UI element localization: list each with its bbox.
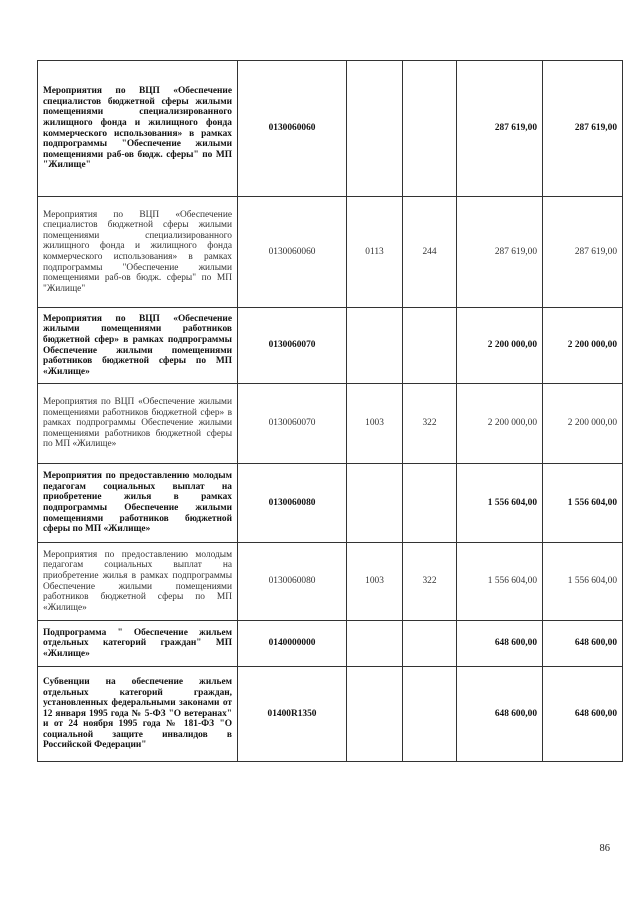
row-name-cell: Мероприятия по предоставлению молодым педагогам социальных выплат на приобретение жилья в рамках подпрограммы Обеспечение жилыми помещениями работников бюджетной сферы по МП «Жилище» (38, 543, 238, 621)
table-row (38, 621, 623, 667)
row-section-cell (347, 61, 403, 197)
row-sum-2-cell: 1 556 604,00 (543, 464, 623, 543)
row-name-cell: Субвенции на обеспечение жильем отдельных категорий граждан, установленных федеральными законами от 12 января 1995 года № 5-ФЗ "О ветеранах" и от 24 ноября 1995 года № 181-ФЗ "О социальной защите инвалидов в Российской Федерации" (38, 667, 238, 762)
row-section-cell (347, 464, 403, 543)
table-row (38, 384, 623, 464)
row-sum-2-cell: 2 200 000,00 (543, 384, 623, 464)
row-sum-2-cell: 1 556 604,00 (543, 543, 623, 621)
row-type-cell (403, 667, 457, 762)
row-type-cell: 322 (403, 543, 457, 621)
row-sum-2-cell: 648 600,00 (543, 621, 623, 667)
row-section-cell (347, 667, 403, 762)
row-sum-2-cell: 287 619,00 (543, 197, 623, 308)
table-row (38, 667, 623, 762)
row-name-cell: Подпрограмма " Обеспечение жильем отдельных категорий граждан" МП «Жилище» (38, 621, 238, 667)
row-code-cell: 0130060060 (238, 197, 347, 308)
row-sum-1-cell: 648 600,00 (457, 621, 543, 667)
row-sum-1-cell: 287 619,00 (457, 61, 543, 197)
row-name-cell: Мероприятия по предоставлению молодым педагогам социальных выплат на приобретение жилья в рамках подпрограммы Обеспечение жилыми помещениями работников бюджетной сферы по МП «Жилище» (38, 464, 238, 543)
row-name-cell: Мероприятия по ВЦП «Обеспечение жилыми помещениями работников бюджетной сфер» в рамках подпрограммы Обеспечение жилыми помещениями работников бюджетной сферы по МП «Жилище» (38, 308, 238, 384)
table-row (38, 61, 623, 197)
row-sum-1-cell: 1 556 604,00 (457, 464, 543, 543)
row-sum-2-cell: 2 200 000,00 (543, 308, 623, 384)
row-type-cell (403, 621, 457, 667)
page-content (37, 60, 622, 762)
row-type-cell: 244 (403, 197, 457, 308)
row-section-cell: 0113 (347, 197, 403, 308)
row-code-cell: 01400R1350 (238, 667, 347, 762)
table-row (38, 464, 623, 543)
table-row (38, 308, 623, 384)
row-section-cell (347, 621, 403, 667)
row-name-cell: Мероприятия по ВЦП «Обеспечение специалистов бюджетной сферы жилыми помещениями специализированного жилищного фонда и жилищного фонда коммерческого использования» в рамках подпрограммы "Обеспечение жилыми помещениями раб-ов бюдж. сферы" по МП "Жилище" (38, 197, 238, 308)
row-name-cell: Мероприятия по ВЦП «Обеспечение специалистов бюджетной сферы жилыми помещениями специализированного жилищного фонда и жилищного фонда коммерческого использования» в рамках подпрограммы "Обеспечение жилыми помещениями раб-ов бюдж. сферы" по МП "Жилище" (38, 61, 238, 197)
row-code-cell: 0140000000 (238, 621, 347, 667)
row-section-cell: 1003 (347, 384, 403, 464)
row-sum-1-cell: 648 600,00 (457, 667, 543, 762)
row-code-cell: 0130060070 (238, 308, 347, 384)
row-section-cell: 1003 (347, 543, 403, 621)
row-sum-2-cell: 287 619,00 (543, 61, 623, 197)
row-sum-1-cell: 2 200 000,00 (457, 384, 543, 464)
row-type-cell: 322 (403, 384, 457, 464)
row-sum-1-cell: 1 556 604,00 (457, 543, 543, 621)
table-row (38, 197, 623, 308)
row-code-cell: 0130060080 (238, 464, 347, 543)
table-row (38, 543, 623, 621)
row-code-cell: 0130060080 (238, 543, 347, 621)
row-type-cell (403, 308, 457, 384)
row-section-cell (347, 308, 403, 384)
row-sum-1-cell: 287 619,00 (457, 197, 543, 308)
row-sum-1-cell: 2 200 000,00 (457, 308, 543, 384)
row-sum-2-cell: 648 600,00 (543, 667, 623, 762)
row-name-cell: Мероприятия по ВЦП «Обеспечение жилыми помещениями работников бюджетной сфер» в рамках подпрограммы Обеспечение жилыми помещениями работников бюджетной сферы по МП «Жилище» (38, 384, 238, 464)
row-type-cell (403, 464, 457, 543)
row-code-cell: 0130060070 (238, 384, 347, 464)
page-number: 86 (599, 843, 610, 854)
row-type-cell (403, 61, 457, 197)
budget-table (37, 60, 623, 762)
row-code-cell: 0130060060 (238, 61, 347, 197)
